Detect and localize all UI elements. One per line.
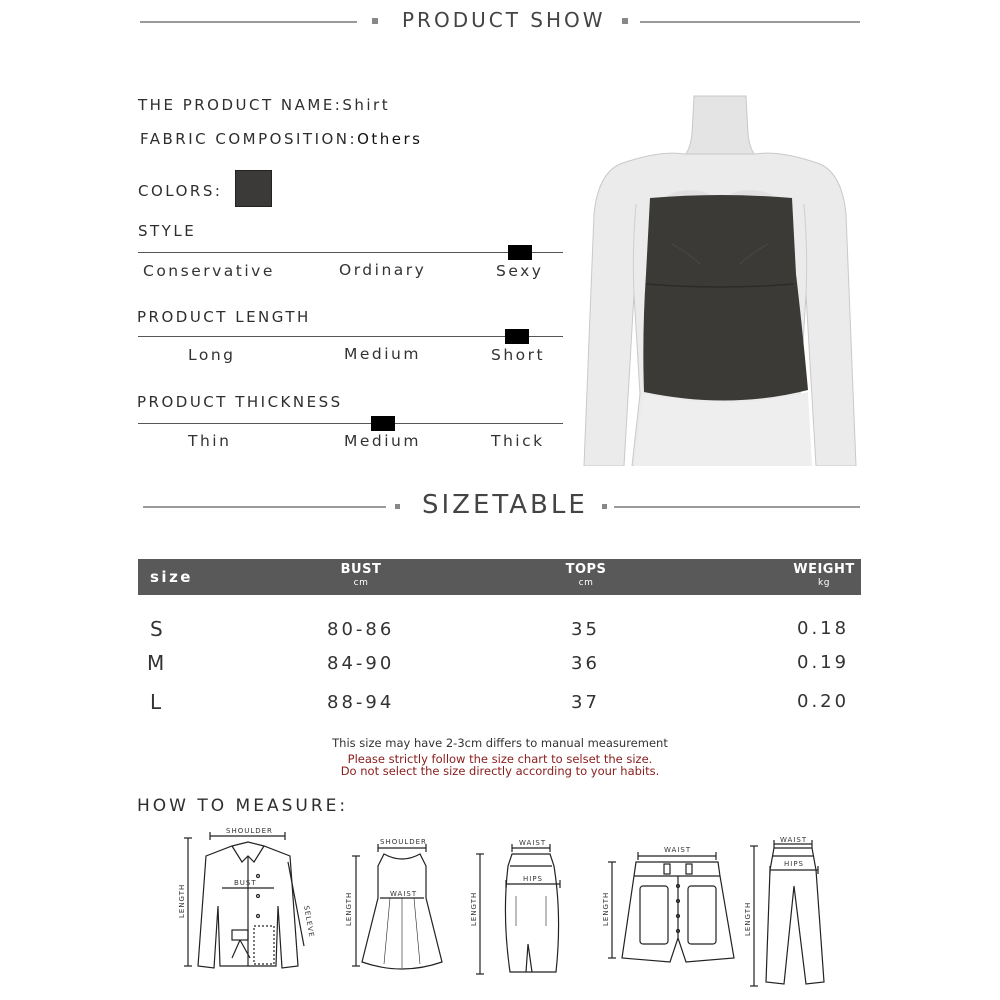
length-scale-line — [138, 336, 563, 337]
label-shoulder-dress: SHOULDER — [380, 838, 427, 846]
header-dot-left — [372, 18, 378, 24]
row-m-weight: 0.19 — [797, 652, 850, 673]
col-size: size — [150, 568, 193, 586]
style-title: STYLE — [138, 222, 197, 240]
length-marker — [505, 329, 529, 344]
dress-diagram — [352, 844, 442, 969]
thickness-scale-line — [138, 423, 563, 424]
label-length-shorts: LENGTH — [602, 891, 610, 926]
label-hips-pants: HIPS — [784, 860, 804, 868]
size-table-header — [138, 559, 861, 595]
label-length-jacket: LENGTH — [178, 883, 186, 918]
row-l-weight: 0.20 — [797, 691, 850, 712]
style-option-sexy: Sexy — [496, 262, 544, 280]
label-shoulder-jacket: SHOULDER — [226, 827, 273, 835]
row-s-size: S — [150, 617, 166, 641]
col-weight: WEIGHT kg — [793, 562, 855, 588]
thickness-option-medium: Medium — [344, 432, 421, 450]
label-length-pants: LENGTH — [744, 901, 752, 936]
shorts-diagram — [608, 852, 734, 962]
skirt-diagram — [476, 844, 560, 974]
measure-diagrams — [170, 826, 870, 996]
length-option-long: Long — [188, 346, 236, 364]
label-waist-shorts: WAIST — [664, 846, 692, 854]
colors-label: COLORS: — [138, 182, 223, 200]
header-rule-right — [640, 21, 860, 23]
row-m-tops: 36 — [571, 653, 600, 674]
col-tops: TOPS cm — [565, 562, 607, 588]
style-scale-line — [138, 252, 563, 253]
style-option-ordinary: Ordinary — [339, 261, 427, 279]
label-waist-dress: WAIST — [390, 890, 418, 898]
length-option-short: Short — [491, 346, 546, 364]
label-seleve-jacket: SELEVE — [302, 904, 316, 939]
page-title: PRODUCT SHOW — [402, 8, 606, 32]
header-rule-left — [140, 21, 357, 23]
note-follow-chart: Please strictly follow the size chart to selset the size. — [347, 752, 653, 766]
row-s-tops: 35 — [571, 619, 600, 640]
thickness-option-thin: Thin — [188, 432, 232, 450]
color-swatch[interactable] — [235, 170, 272, 207]
row-s-weight: 0.18 — [797, 618, 850, 639]
label-waist-pants: WAIST — [780, 836, 808, 844]
row-s-bust: 80-86 — [327, 619, 395, 640]
header-dot-right — [622, 18, 628, 24]
fabric-value: Others — [357, 130, 423, 148]
length-title: PRODUCT LENGTH — [137, 308, 311, 326]
sizetable-dot-right — [602, 504, 607, 509]
sizetable-rule-left — [143, 506, 386, 508]
label-waist-skirt: WAIST — [519, 839, 547, 847]
col-bust: BUST cm — [340, 562, 382, 588]
product-name-label: THE PRODUCT NAME: — [138, 96, 343, 114]
label-bust-jacket: BUST — [234, 879, 257, 887]
note-measurement: This size may have 2-3cm differs to manual measurement — [332, 736, 668, 750]
product-name-value: Shirt — [342, 96, 391, 114]
row-m-bust: 84-90 — [327, 653, 395, 674]
style-marker — [508, 245, 532, 260]
product-name — [138, 96, 390, 114]
sizetable-title: SIZETABLE — [422, 490, 588, 520]
label-length-dress: LENGTH — [345, 891, 353, 926]
fabric-label: FABRIC COMPOSITION: — [140, 130, 358, 148]
how-to-measure-title: HOW TO MEASURE: — [137, 796, 349, 816]
label-hips-skirt: HIPS — [523, 875, 543, 883]
sizetable-dot-left — [395, 504, 400, 509]
thickness-option-thick: Thick — [491, 432, 545, 450]
sizetable-rule-right — [614, 506, 860, 508]
thickness-title: PRODUCT THICKNESS — [137, 393, 343, 411]
label-length-skirt: LENGTH — [470, 891, 478, 926]
row-m-size: M — [147, 651, 168, 675]
product-photo — [580, 94, 860, 466]
length-option-medium: Medium — [344, 345, 421, 363]
row-l-tops: 37 — [571, 692, 600, 713]
row-l-size: L — [150, 690, 165, 714]
thickness-marker — [371, 416, 395, 431]
fabric-composition — [140, 130, 422, 148]
jacket-diagram — [184, 832, 304, 968]
row-l-bust: 88-94 — [327, 692, 395, 713]
note-habits: Do not select the size directly according to your habits. — [340, 764, 660, 778]
style-option-conservative: Conservative — [143, 262, 275, 280]
